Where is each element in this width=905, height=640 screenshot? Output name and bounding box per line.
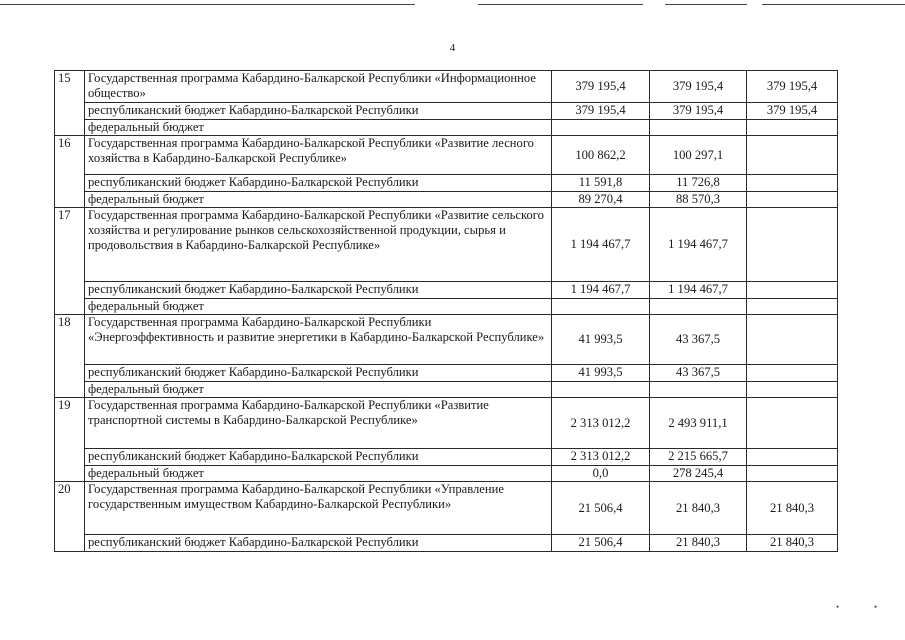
federal-budget-col3 [747, 299, 838, 315]
program-total-col1: 2 313 012,2 [552, 398, 650, 449]
program-title: Государственная программа Кабардино-Балкарской Республики «Управление государственным имуществом Кабардино-Балкарской Республики» [85, 482, 552, 535]
program-total-col2: 43 367,5 [650, 315, 747, 365]
federal-budget-col2 [650, 299, 747, 315]
federal-budget-col1: 0,0 [552, 466, 650, 482]
federal-budget-col3 [747, 120, 838, 136]
program-total-col1: 41 993,5 [552, 315, 650, 365]
republic-budget-label: республиканский бюджет Кабардино-Балкарской Республики [85, 175, 552, 192]
top-rule [762, 4, 905, 5]
republic-budget-col2: 2 215 665,7 [650, 449, 747, 466]
program-total-col3 [747, 398, 838, 449]
republic-budget-label: республиканский бюджет Кабардино-Балкарской Республики [85, 103, 552, 120]
program-title: Государственная программа Кабардино-Балкарской Республики «Развитие сельского хозяйства и регулирование рынков сельскохозяйственной продукции, сырья и продовольствия в Кабардино-Балкарской Республике» [85, 208, 552, 282]
federal-budget-label: федеральный бюджет [85, 299, 552, 315]
budget-table [54, 70, 838, 552]
program-title: Государственная программа Кабардино-Балкарской Республики «Развитие транспортной системы в Кабардино-Балкарской Республике» [85, 398, 552, 449]
republic-budget-row [55, 175, 838, 192]
federal-budget-col2: 88 570,3 [650, 192, 747, 208]
row-number: 15 [55, 71, 85, 136]
program-row [55, 482, 838, 535]
federal-budget-col1 [552, 120, 650, 136]
republic-budget-label: республиканский бюджет Кабардино-Балкарской Республики [85, 535, 552, 552]
program-total-col2: 379 195,4 [650, 71, 747, 103]
program-title: Государственная программа Кабардино-Балкарской Республики «Информационное общество» [85, 71, 552, 103]
republic-budget-label: республиканский бюджет Кабардино-Балкарской Республики [85, 365, 552, 382]
row-number: 19 [55, 398, 85, 482]
republic-budget-col2: 379 195,4 [650, 103, 747, 120]
federal-budget-row [55, 120, 838, 136]
row-number: 17 [55, 208, 85, 315]
republic-budget-col2: 11 726,8 [650, 175, 747, 192]
republic-budget-row [55, 103, 838, 120]
republic-budget-col2: 43 367,5 [650, 365, 747, 382]
republic-budget-label: республиканский бюджет Кабардино-Балкарской Республики [85, 449, 552, 466]
program-total-col2: 2 493 911,1 [650, 398, 747, 449]
federal-budget-label: федеральный бюджет [85, 382, 552, 398]
federal-budget-col1 [552, 382, 650, 398]
republic-budget-row [55, 365, 838, 382]
federal-budget-label: федеральный бюджет [85, 466, 552, 482]
row-number: 18 [55, 315, 85, 398]
program-title: Государственная программа Кабардино-Балкарской Республики «Энергоэффективность и развитие энергетики в Кабардино-Балкарской Республике» [85, 315, 552, 365]
republic-budget-col3 [747, 175, 838, 192]
program-total-col1: 21 506,4 [552, 482, 650, 535]
program-total-col2: 1 194 467,7 [650, 208, 747, 282]
republic-budget-col3 [747, 449, 838, 466]
republic-budget-col3 [747, 282, 838, 299]
program-total-col3: 379 195,4 [747, 71, 838, 103]
republic-budget-col1: 2 313 012,2 [552, 449, 650, 466]
republic-budget-col1: 1 194 467,7 [552, 282, 650, 299]
federal-budget-col2: 278 245,4 [650, 466, 747, 482]
program-total-col3 [747, 315, 838, 365]
program-total-col2: 100 297,1 [650, 136, 747, 175]
federal-budget-row [55, 382, 838, 398]
federal-budget-row [55, 192, 838, 208]
program-total-col1: 379 195,4 [552, 71, 650, 103]
program-title: Государственная программа Кабардино-Балкарской Республики «Развитие лесного хозяйства в Кабардино-Балкарской Республике» [85, 136, 552, 175]
republic-budget-col2: 1 194 467,7 [650, 282, 747, 299]
top-rule [478, 4, 643, 5]
republic-budget-col3: 21 840,3 [747, 535, 838, 552]
top-rule [665, 4, 747, 5]
program-row [55, 315, 838, 365]
federal-budget-col1 [552, 299, 650, 315]
scan-mark: • [874, 602, 878, 612]
scan-mark: • [836, 602, 840, 612]
republic-budget-col1: 379 195,4 [552, 103, 650, 120]
federal-budget-label: федеральный бюджет [85, 120, 552, 136]
federal-budget-col2 [650, 382, 747, 398]
republic-budget-row [55, 282, 838, 299]
page-number: 4 [449, 42, 456, 54]
republic-budget-col2: 21 840,3 [650, 535, 747, 552]
republic-budget-col3: 379 195,4 [747, 103, 838, 120]
row-number: 16 [55, 136, 85, 208]
program-row [55, 208, 838, 282]
republic-budget-col1: 41 993,5 [552, 365, 650, 382]
row-number: 20 [55, 482, 85, 552]
republic-budget-row [55, 449, 838, 466]
republic-budget-row [55, 535, 838, 552]
republic-budget-col1: 21 506,4 [552, 535, 650, 552]
program-total-col2: 21 840,3 [650, 482, 747, 535]
republic-budget-label: республиканский бюджет Кабардино-Балкарской Республики [85, 282, 552, 299]
federal-budget-row [55, 466, 838, 482]
federal-budget-col3 [747, 382, 838, 398]
federal-budget-col2 [650, 120, 747, 136]
program-total-col1: 1 194 467,7 [552, 208, 650, 282]
federal-budget-row [55, 299, 838, 315]
top-rule [0, 4, 415, 5]
federal-budget-label: федеральный бюджет [85, 192, 552, 208]
program-total-col3 [747, 208, 838, 282]
republic-budget-col3 [747, 365, 838, 382]
republic-budget-col1: 11 591,8 [552, 175, 650, 192]
federal-budget-col3 [747, 192, 838, 208]
program-row [55, 71, 838, 103]
program-total-col3 [747, 136, 838, 175]
program-total-col1: 100 862,2 [552, 136, 650, 175]
program-row [55, 398, 838, 449]
federal-budget-col3 [747, 466, 838, 482]
program-total-col3: 21 840,3 [747, 482, 838, 535]
federal-budget-col1: 89 270,4 [552, 192, 650, 208]
program-row [55, 136, 838, 175]
